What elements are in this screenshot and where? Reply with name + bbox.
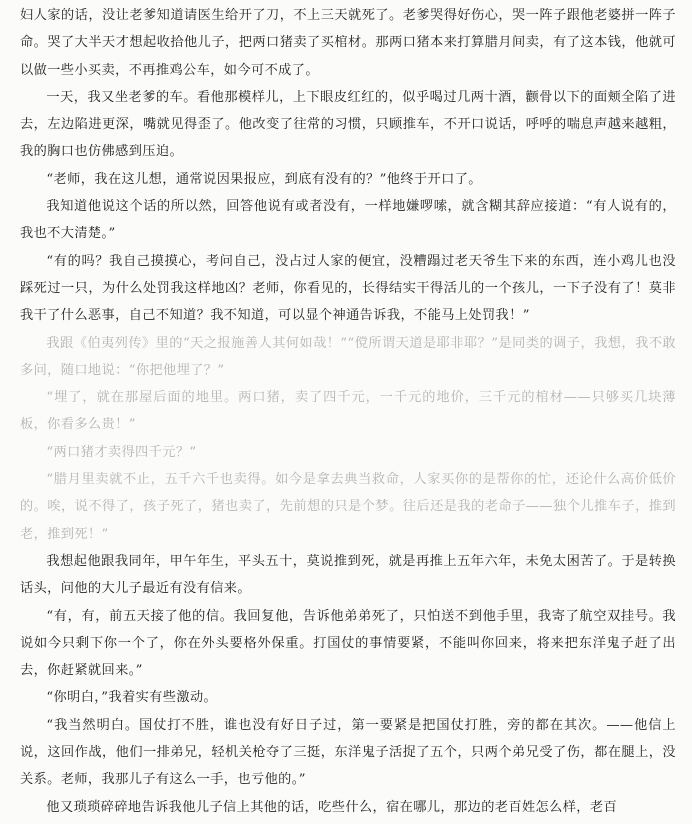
paragraph-3: “老师，我在这儿想，通常说因果报应，到底有没有的？”他终于开口了。 bbox=[46, 171, 482, 187]
paragraph-1: 妇人家的话，没让老爹知道请医生给开了刀，不上三天就死了。老爹哭得好伤心，哭一阵子跟他老婆拼一阵子命。哭了大半天才想起收拾他儿子，把两口猪卖了买棺材。那两口猪本来打算腊月间卖，有了这本钱，他就可以做一些小买卖，不再推鸡公车，如今可不成了。 bbox=[20, 8, 676, 78]
paragraph-4: 我知道他说这个话的所以然，回答他说有或者没有，一样地嫌啰嗦，就含糊其辞应接道：“有人说有的，我也不大清楚。” bbox=[20, 199, 676, 242]
paragraph-2: 一天，我又坐老爹的车。看他那模样儿，上下眼皮红红的，似乎喝过几两十酒，颧骨以下的面颊全陷了进去，左边陷进更深，嘴就见得歪了。他改变了往常的习惯，只顾推车，不开口说话，呼呼的喘息声越来越粗，我的胸口也仿佛感到压迫。 bbox=[20, 89, 676, 160]
paragraph-8: “两口猪才卖得四千元？” bbox=[46, 444, 197, 460]
paragraph-6: 我跟《伯夷列传》里的“天之报施善人其何如哉！”“傥所谓天道是耶非耶？”是同类的调子，我想，我不敢多问，随口地说：“你把他埋了？” bbox=[20, 335, 676, 378]
paragraph-11: “有，有，前五天接了他的信。我回复他，告诉他弟弟死了，只怕送不到他手里，我寄了航空双挂号。我说如今只剩下你一个了，你在外头要格外保重。打国仗的事情要紧，不能叫你回来，将来把东洋鬼子赶了出去，你赶紧就回来。” bbox=[20, 608, 676, 679]
paragraph-5: “有的吗？我自己摸摸心，考问自己，没占过人家的便宜，没糟蹋过老天爷生下来的东西，连小鸡儿也没踩死过一只，为什么处罚我这样地凶？老师，你看见的，长得结实干得活儿的一个孩儿，一下子没有了！莫非我干了什么恶事，自己不知道？我不知道，可以显个神通告诉我，不能马上处罚我！” bbox=[20, 253, 676, 324]
paragraph-10: 我想起他跟我同年，甲午年生，平头五十，莫说推到死，就是再推上五年六年，未免太困苦了。于是转换话头，问他的大儿子最近有没有信来。 bbox=[20, 553, 676, 597]
paragraph-9: “腊月里卖就不止，五千六千也卖得。如今是拿去典当救命，人家买你的是帮你的忙，还论什么高价低价的。唉，说不得了，孩子死了，猪也卖了，先前想的只是个梦。往后还是我的老命子——独个儿推车子，推到老，推到死！” bbox=[20, 472, 676, 542]
paragraph-14: 他又琐琐碎碎地告诉我他儿子信上其他的话，吃些什么，宿在哪儿，那边的老百姓怎么样，老百 bbox=[46, 799, 618, 815]
paragraph-7: “埋了，就在那屋后面的地里。两口猪，卖了四千元，一千元的地价，三千元的棺材——只够买几块薄板，你看多么贵！” bbox=[20, 390, 676, 433]
paragraph-12: “你明白，”我着实有些激动。 bbox=[46, 690, 218, 706]
paragraph-13: “我当然明白。国仗打不胜，谁也没有好日子过，第一要紧是把国仗打胜，旁的都在其次。——他信上说，这回作战，他们一排弟兄，轻机关枪夺了三挺，东洋鬼子活捉了五个，只两个弟兄受了伤，都在腿上，没关系。老师，我那儿子有这么一手，也亏他的。” bbox=[20, 717, 676, 788]
